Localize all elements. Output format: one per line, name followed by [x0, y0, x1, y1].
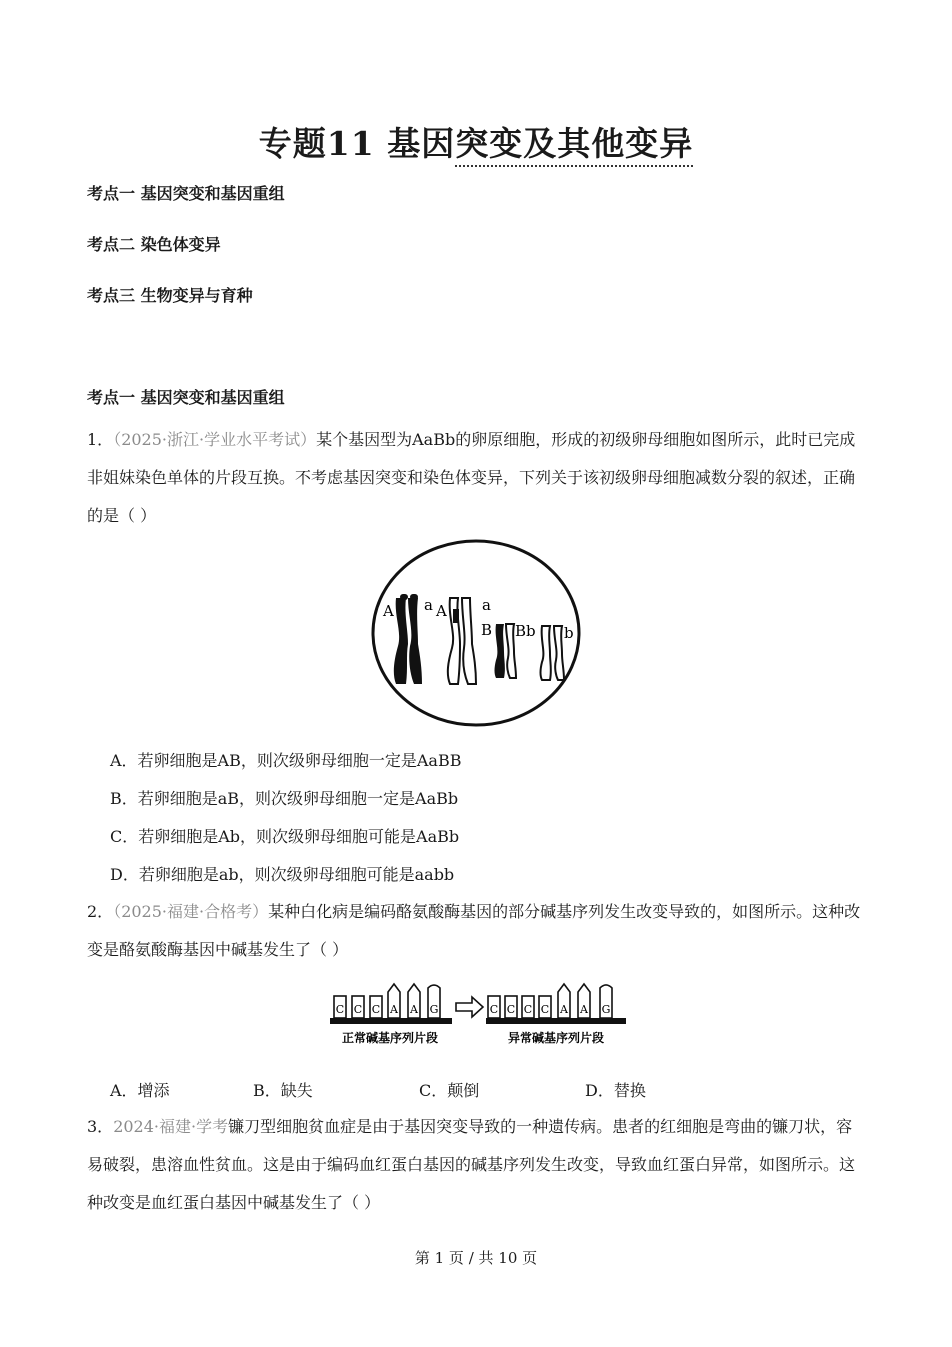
title-prefix: 专题11 基因: [258, 124, 456, 163]
section-heading: 考点一 基因突变和基因重组: [87, 388, 285, 407]
abnormal-base-6: A: [580, 1003, 588, 1016]
q2-option-b: B．缺失: [253, 1081, 313, 1100]
normal-base-3: C: [371, 1003, 381, 1016]
title-underlined: 突变及其他变异: [455, 124, 693, 167]
q2-text: 某种白化病是编码酪氨酸酶基因的部分碱基序列发生改变导致的，如图所示。这种改变是酪氨酸酶基因中碱基发生了（ ）: [87, 902, 861, 959]
q2-source: （2025·福建·合格考）: [113, 902, 269, 921]
outline-item-1: 考点一 基因突变和基因重组: [87, 184, 285, 203]
q1-label-3: A: [436, 602, 447, 620]
q2-sequence-figure: [328, 976, 628, 1048]
normal-base-2: C: [353, 1003, 363, 1016]
q2-number: 2．: [87, 902, 114, 921]
normal-strand-backbone: [330, 1018, 452, 1024]
q1-label-5: B: [481, 621, 493, 639]
page-footer: 第 1 页 / 共 10 页: [414, 1249, 538, 1267]
q1-cell-figure: [370, 538, 582, 728]
q2-option-c: C．颠倒: [419, 1081, 480, 1100]
q1-text: 某个基因型为AaBb的卵原细胞，形成的初级卵母细胞如图所示，此时已完成非姐妹染色单体的片段互换。不考虑基因突变和染色体变异，下列关于该初级卵母细胞减数分裂的叙述，正确的是（ ）: [87, 430, 856, 525]
normal-base-5: A: [410, 1003, 418, 1016]
q3-text: 镰刀型细胞贫血症是由于基因突变导致的一种遗传病。患者的红细胞是弯曲的镰刀状，容易破裂，患溶血性贫血。这是由于编码血红蛋白基因的碱基序列发生改变，导致血红蛋白异常，如图所示。这种改变是血红蛋白基因中碱基发生了（ ）: [87, 1117, 856, 1212]
q2-option-a: A．增添: [110, 1081, 170, 1100]
chromosome-4: [541, 626, 565, 680]
q1-label-2: a: [424, 596, 433, 614]
q1-option-d: D．若卵细胞是ab，则次级卵母细胞可能是aabb: [110, 865, 455, 884]
abnormal-base-4: C: [540, 1003, 550, 1016]
normal-sequence-label: 正常碱基序列片段: [341, 1031, 439, 1045]
page-title: [0, 118, 952, 165]
q3-number: 3．: [87, 1117, 114, 1136]
outline-item-2: 考点二 染色体变异: [87, 235, 221, 254]
normal-base-4: A: [390, 1003, 398, 1016]
normal-bases: [334, 984, 440, 1018]
normal-base-6: G: [429, 1003, 439, 1016]
abnormal-base-5: A: [560, 1003, 568, 1016]
outline-item-3: 考点三 生物变异与育种: [87, 286, 253, 305]
q1-label-1: A: [383, 602, 394, 620]
q1-option-c: C．若卵细胞是Ab，则次级卵母细胞可能是AaBb: [110, 827, 460, 846]
chromosome-2: [448, 598, 476, 684]
abnormal-base-1: C: [489, 1003, 499, 1016]
q1-number: 1．: [87, 430, 114, 449]
chromosome-3: [495, 624, 517, 678]
q1-label-6: Bb: [515, 622, 536, 640]
chromosome-1: [394, 594, 422, 684]
q1-option-a: A．若卵细胞是AB，则次级卵母细胞一定是AaBB: [110, 751, 462, 770]
abnormal-base-7: G: [601, 1003, 611, 1016]
abnormal-sequence-label: 异常碱基序列片段: [507, 1031, 605, 1045]
q3-source: 2024·福建·学考: [113, 1117, 229, 1136]
abnormal-base-2: C: [506, 1003, 516, 1016]
q1-source: （2025·浙江·学业水平考试）: [113, 430, 317, 449]
q1-label-7: b: [564, 624, 574, 642]
q2-option-d: D．替换: [585, 1081, 646, 1100]
abnormal-strand-backbone: [486, 1018, 626, 1024]
normal-base-1: C: [335, 1003, 345, 1016]
question-3: [87, 1108, 867, 1222]
question-2: [87, 893, 867, 969]
transform-arrow: [456, 997, 483, 1017]
question-1: [87, 421, 867, 535]
abnormal-base-3: C: [523, 1003, 533, 1016]
q1-option-b: B．若卵细胞是aB，则次级卵母细胞一定是AaBb: [110, 789, 459, 808]
q1-label-4: a: [482, 596, 491, 614]
